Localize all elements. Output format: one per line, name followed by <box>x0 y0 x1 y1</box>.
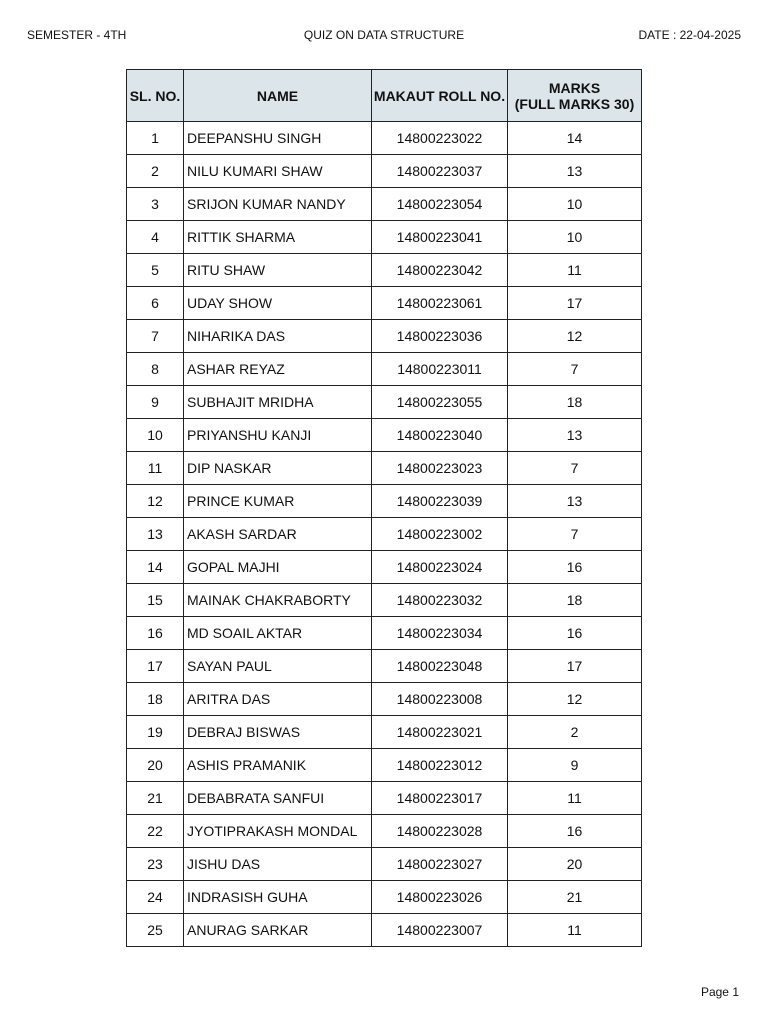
cell-roll-no: 14800223061 <box>372 287 508 320</box>
table-row <box>127 617 642 650</box>
cell-sl-no: 9 <box>127 386 184 419</box>
table-row <box>127 155 642 188</box>
cell-marks: 17 <box>508 650 642 683</box>
cell-roll-no: 14800223024 <box>372 551 508 584</box>
table-row <box>127 122 642 155</box>
cell-sl-no: 7 <box>127 320 184 353</box>
cell-marks: 2 <box>508 716 642 749</box>
cell-name: SRIJON KUMAR NANDY <box>184 188 372 221</box>
cell-marks: 11 <box>508 782 642 815</box>
cell-marks: 10 <box>508 221 642 254</box>
cell-roll-no: 14800223028 <box>372 815 508 848</box>
cell-marks: 7 <box>508 353 642 386</box>
cell-name: JYOTIPRAKASH MONDAL <box>184 815 372 848</box>
cell-name: RITTIK SHARMA <box>184 221 372 254</box>
cell-name: DIP NASKAR <box>184 452 372 485</box>
cell-roll-no: 14800223021 <box>372 716 508 749</box>
cell-roll-no: 14800223026 <box>372 881 508 914</box>
cell-roll-no: 14800223041 <box>372 221 508 254</box>
cell-name: ASHIS PRAMANIK <box>184 749 372 782</box>
cell-roll-no: 14800223007 <box>372 914 508 947</box>
cell-sl-no: 21 <box>127 782 184 815</box>
col-header-marks-line2: (FULL MARKS 30) <box>514 95 635 112</box>
cell-marks: 20 <box>508 848 642 881</box>
marks-table <box>126 69 642 947</box>
table-row <box>127 221 642 254</box>
cell-name: SAYAN PAUL <box>184 650 372 683</box>
cell-name: UDAY SHOW <box>184 287 372 320</box>
table-row <box>127 254 642 287</box>
cell-roll-no: 14800223040 <box>372 419 508 452</box>
cell-sl-no: 14 <box>127 551 184 584</box>
cell-sl-no: 16 <box>127 617 184 650</box>
table-row <box>127 815 642 848</box>
cell-marks: 14 <box>508 122 642 155</box>
cell-sl-no: 25 <box>127 914 184 947</box>
cell-name: ARITRA DAS <box>184 683 372 716</box>
table-row <box>127 716 642 749</box>
cell-sl-no: 23 <box>127 848 184 881</box>
cell-name: NIHARIKA DAS <box>184 320 372 353</box>
marks-table-body <box>127 122 642 947</box>
cell-marks: 9 <box>508 749 642 782</box>
table-row <box>127 287 642 320</box>
cell-name: DEBRAJ BISWAS <box>184 716 372 749</box>
cell-roll-no: 14800223022 <box>372 122 508 155</box>
cell-roll-no: 14800223011 <box>372 353 508 386</box>
cell-name: ANURAG SARKAR <box>184 914 372 947</box>
table-row <box>127 782 642 815</box>
cell-marks: 12 <box>508 683 642 716</box>
cell-marks: 13 <box>508 155 642 188</box>
cell-name: DEBABRATA SANFUI <box>184 782 372 815</box>
cell-marks: 17 <box>508 287 642 320</box>
table-row <box>127 914 642 947</box>
cell-sl-no: 11 <box>127 452 184 485</box>
cell-marks: 18 <box>508 386 642 419</box>
cell-sl-no: 24 <box>127 881 184 914</box>
table-row <box>127 386 642 419</box>
cell-name: ASHAR REYAZ <box>184 353 372 386</box>
marks-table-header <box>127 70 642 122</box>
cell-roll-no: 14800223055 <box>372 386 508 419</box>
cell-sl-no: 8 <box>127 353 184 386</box>
cell-marks: 11 <box>508 914 642 947</box>
cell-sl-no: 6 <box>127 287 184 320</box>
cell-roll-no: 14800223008 <box>372 683 508 716</box>
cell-roll-no: 14800223048 <box>372 650 508 683</box>
col-header-name: NAME <box>184 70 372 122</box>
cell-marks: 7 <box>508 452 642 485</box>
date-label: DATE : 22-04-2025 <box>638 28 741 42</box>
cell-roll-no: 14800223032 <box>372 584 508 617</box>
cell-marks: 21 <box>508 881 642 914</box>
cell-name: SUBHAJIT MRIDHA <box>184 386 372 419</box>
header-row <box>127 70 642 122</box>
cell-roll-no: 14800223054 <box>372 188 508 221</box>
table-row <box>127 320 642 353</box>
cell-marks: 13 <box>508 419 642 452</box>
cell-roll-no: 14800223017 <box>372 782 508 815</box>
table-row <box>127 485 642 518</box>
cell-sl-no: 2 <box>127 155 184 188</box>
table-row <box>127 848 642 881</box>
cell-roll-no: 14800223036 <box>372 320 508 353</box>
table-row <box>127 650 642 683</box>
cell-sl-no: 18 <box>127 683 184 716</box>
table-row <box>127 584 642 617</box>
cell-name: GOPAL MAJHI <box>184 551 372 584</box>
cell-sl-no: 5 <box>127 254 184 287</box>
table-row <box>127 353 642 386</box>
cell-name: MAINAK CHAKRABORTY <box>184 584 372 617</box>
cell-name: INDRASISH GUHA <box>184 881 372 914</box>
cell-marks: 11 <box>508 254 642 287</box>
cell-roll-no: 14800223037 <box>372 155 508 188</box>
table-row <box>127 749 642 782</box>
cell-marks: 13 <box>508 485 642 518</box>
cell-marks: 12 <box>508 320 642 353</box>
cell-name: AKASH SARDAR <box>184 518 372 551</box>
col-header-roll-no: MAKAUT ROLL NO. <box>372 70 508 122</box>
cell-marks: 18 <box>508 584 642 617</box>
table-row <box>127 683 642 716</box>
cell-sl-no: 17 <box>127 650 184 683</box>
col-header-marks <box>508 70 642 122</box>
page-number: Page 1 <box>700 985 739 999</box>
cell-name: NILU KUMARI SHAW <box>184 155 372 188</box>
cell-roll-no: 14800223023 <box>372 452 508 485</box>
cell-name: RITU SHAW <box>184 254 372 287</box>
table-row <box>127 551 642 584</box>
cell-name: MD SOAIL AKTAR <box>184 617 372 650</box>
cell-sl-no: 1 <box>127 122 184 155</box>
cell-roll-no: 14800223012 <box>372 749 508 782</box>
cell-sl-no: 12 <box>127 485 184 518</box>
cell-marks: 16 <box>508 617 642 650</box>
cell-sl-no: 4 <box>127 221 184 254</box>
cell-sl-no: 10 <box>127 419 184 452</box>
table-row <box>127 881 642 914</box>
table-row <box>127 518 642 551</box>
cell-name: PRIYANSHU KANJI <box>184 419 372 452</box>
cell-name: JISHU DAS <box>184 848 372 881</box>
cell-sl-no: 19 <box>127 716 184 749</box>
cell-sl-no: 13 <box>127 518 184 551</box>
cell-roll-no: 14800223002 <box>372 518 508 551</box>
cell-name: DEEPANSHU SINGH <box>184 122 372 155</box>
table-row <box>127 188 642 221</box>
table-row <box>127 452 642 485</box>
cell-name: PRINCE KUMAR <box>184 485 372 518</box>
cell-sl-no: 15 <box>127 584 184 617</box>
col-header-sl-no: SL. NO. <box>127 70 184 122</box>
cell-sl-no: 22 <box>127 815 184 848</box>
col-header-marks-line1: MARKS <box>548 79 601 96</box>
table-row <box>127 419 642 452</box>
cell-marks: 16 <box>508 551 642 584</box>
cell-sl-no: 3 <box>127 188 184 221</box>
quiz-title: QUIZ ON DATA STRUCTURE <box>303 28 465 42</box>
cell-roll-no: 14800223039 <box>372 485 508 518</box>
cell-roll-no: 14800223042 <box>372 254 508 287</box>
semester-label: SEMESTER - 4TH <box>27 28 127 42</box>
cell-sl-no: 20 <box>127 749 184 782</box>
cell-roll-no: 14800223027 <box>372 848 508 881</box>
cell-marks: 10 <box>508 188 642 221</box>
cell-marks: 7 <box>508 518 642 551</box>
cell-marks: 16 <box>508 815 642 848</box>
cell-roll-no: 14800223034 <box>372 617 508 650</box>
